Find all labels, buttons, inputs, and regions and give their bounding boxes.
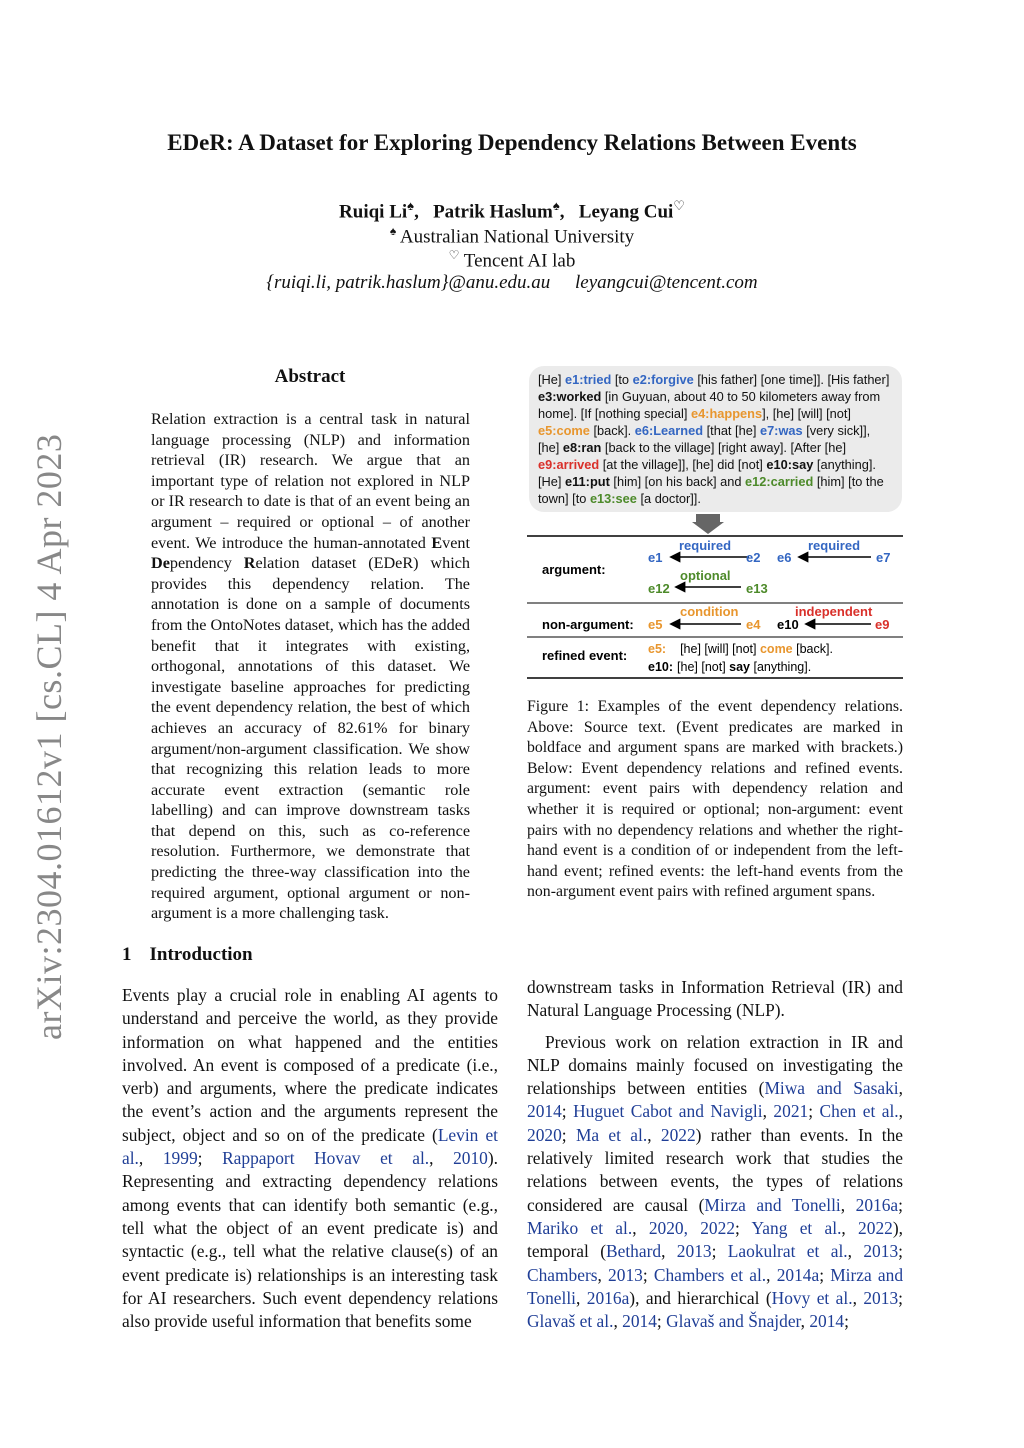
citation-link[interactable]: Glavaš et al. — [527, 1311, 614, 1332]
event-node: e6 — [777, 550, 792, 565]
abstract-body: Relation extraction is a central task in natural language processing (NLP) and information retrieval (IR) research. We argue that an important type of relation not explored in NLP or IR research to date is that of an event being an argument – required or optional – of another event. We introduce the human-annotated Event Dependency Relation dataset (EDeR) which provides this dependency relation. The annotation is done on a sample of documents from the OntoNotes dataset, which has the added benefit that it integrates with existing, orthogonal, annotations of this dataset. We investigate baseline approaches for predicting the event dependency relation, the best of which achieves an accuracy of 82.61% for binary argument/non-argument classification. We show that recognizing this relation leads to more accurate event extraction (semantic role labelling) and can improve downstream tasks that depend on this, such as co-reference resolution. Furthermore, we demonstrate that predicting the three-way classification into the required argument, optional argument or non-argument is a more challenging task. — [151, 410, 470, 923]
row-label: non-argument: — [542, 617, 634, 632]
bold-letter: De — [151, 554, 170, 573]
citation-link[interactable]: 2013 — [863, 1287, 899, 1308]
relation-type-label: condition — [680, 604, 739, 619]
citation-link[interactable]: Miwa and Sasaki — [764, 1078, 899, 1099]
figure-source-text: [He] e1:tried [to e2:forgive [his father] [one time]]. [His father] e3:worked [in Guyuan, about 40 to 50 kilometers away from home]. [If [nothing special] e4:happens], [he] [will] [not] e5:come [back]. e6:Learned [that [he] e7:was [very sick]], [he] e8:ran [back to the village] [right away]. [After [he] e9:arrived [at the village]], [he] did [not] e10:say [anything]. [He] e11:put [him] [on his back] and e12:carried [him] [to the town] [to e13:see [a doctor]]. — [529, 366, 902, 512]
citation-link[interactable]: 2020 — [527, 1124, 562, 1145]
event-node: e9 — [875, 617, 890, 632]
event-node: e1 — [648, 550, 663, 565]
section-title: Introduction — [149, 944, 253, 965]
section-heading — [122, 944, 253, 966]
event-node: e2 — [746, 550, 761, 565]
relation-type-label: optional — [680, 568, 731, 583]
relation-type-label: required — [808, 538, 861, 553]
author-mark: ♡ — [673, 198, 685, 213]
citation-link[interactable]: 2022 — [858, 1217, 893, 1238]
author-mark: ♠ — [552, 198, 560, 213]
citation-link[interactable]: 2013 — [863, 1241, 899, 1262]
refined-event: e10: [he] [not] say [anything]. — [648, 660, 812, 674]
email: leyangcui@tencent.com — [575, 272, 758, 293]
citation-link[interactable]: Mirza and Tonelli — [704, 1194, 841, 1215]
citation-link[interactable]: 2016a — [855, 1194, 899, 1215]
citation-link[interactable]: Levin et al. — [122, 1124, 498, 1169]
citation-link[interactable]: Chambers — [527, 1264, 598, 1285]
citation-link[interactable]: 2016a — [586, 1287, 630, 1308]
relation-type-label: required — [679, 538, 732, 553]
author-emails — [0, 272, 1024, 294]
citation-link[interactable]: 2021 — [773, 1101, 809, 1122]
intro-right-column: downstream tasks in Information Retrieval (IR) and Natural Language Processing (NLP). Previous work on relation extraction in IR and NLP domains mainly focused on investigating the relationships between entities (Miwa and Sasaki, 2014; Huguet Cabot and Navigli, 2021; Chen et al., 2020; Ma et al., 2022) rather than events. In the relatively limited research work that studies the relations between events, the types of relations considered are causal (Mirza and Tonelli, 2016a; Mariko et al., 2020, 2022; Yang et al., 2022), temporal (Bethard, 2013; Laokulrat et al., 2013; Chambers, 2013; Chambers et al., 2014a; Mirza and Tonelli, 2016a), and hierarchical (Hovy et al., 2013; Glavaš et al., 2014; Glavaš and Šnajder, 2014; — [527, 977, 904, 1332]
citation-link[interactable]: Glavaš and Šnajder — [666, 1311, 801, 1332]
author-name: Patrik Haslum — [433, 201, 553, 223]
citation-link[interactable]: Mariko et al. — [527, 1217, 633, 1238]
citation-link[interactable]: 2013 — [676, 1241, 712, 1262]
down-arrow-icon — [692, 514, 724, 534]
citation-link[interactable]: Laokulrat et al. — [727, 1241, 848, 1262]
intro-left-column: Events play a crucial role in enabling AI agents to understand and perceive the world, as they provide information on what happened and the entities involved. An event is composed of a predicate (i.e., verb) and arguments, where the predicate indicates the event’s action and the arguments represent the subject, object and so on of the predicate (Levin et al., 1999; Rappaport Hovav et al., 2010). Representing and extracting dependency relations among events that can identify both semantic (e.g., tell what the object of an event predicate is) and syntactic (e.g., tell what the relative clause(s) of an event predicate is) relationships is an interesting task for AI researchers. Such event dependency relations also provide useful information that benefits some — [122, 985, 498, 1332]
arxiv-identifier: arXiv:2304.01612v1 [cs.CL] 4 Apr 2023 — [29, 433, 69, 1040]
affiliation — [0, 248, 1024, 272]
section-number: 1 — [122, 944, 132, 965]
citation-link[interactable]: Chambers et al. — [653, 1264, 767, 1285]
author-name: Leyang Cui — [578, 201, 674, 223]
refined-event: e5: [he] [will] [not] come [back]. — [648, 642, 833, 656]
figure-relations — [527, 532, 903, 682]
event-node: e7 — [876, 550, 891, 565]
bold-letter: R — [243, 554, 256, 573]
event-node: e4 — [746, 617, 761, 632]
event-node: e12 — [648, 581, 670, 596]
citation-link[interactable]: 2014a — [776, 1264, 820, 1285]
citation-link[interactable]: Mirza and Tonelli — [527, 1264, 904, 1308]
figure-caption: Figure 1: Examples of the event dependency relations. Above: Source text. (Event predicates are marked in boldface and argument spans are marked with brackets.) Below: Event dependency relations and refined events. argument: event pairs with dependency relation and whether it is required or optional; non-argument: event pairs with no dependency relations and whether the right-hand event is a condition of or independent from the left-hand event; refined events: the left-hand events from the non-argument event pairs with refined argument spans. — [527, 698, 903, 901]
row-label: refined event: — [542, 648, 628, 663]
event-node: e5 — [648, 617, 663, 632]
affiliation-mark: ♠ — [389, 224, 397, 238]
affiliation-mark: ♡ — [448, 248, 460, 262]
citation-link[interactable]: 1999 — [162, 1148, 198, 1169]
citation-link[interactable]: 2010 — [453, 1148, 488, 1169]
citation-link[interactable]: 2013 — [608, 1264, 643, 1285]
citation-link[interactable]: Yang et al. — [751, 1217, 842, 1238]
citation-link[interactable]: Hovy et al. — [771, 1287, 853, 1308]
citation-link[interactable]: 2014 — [809, 1311, 845, 1332]
author-list: Ruiqi Li♠, Patrik Haslum♠, Leyang Cui♡ — [339, 198, 685, 223]
citation-link[interactable]: 2014 — [622, 1311, 657, 1332]
abstract-heading: Abstract — [274, 366, 346, 387]
citation-link[interactable]: 2020, 2022 — [648, 1217, 736, 1238]
bold-letter: E — [431, 533, 443, 552]
author-mark: ♠ — [407, 198, 415, 213]
affiliation-name: Australian National University — [399, 226, 635, 248]
citation-link[interactable]: 2022 — [660, 1124, 696, 1145]
citation-link[interactable]: Chen et al. — [819, 1101, 899, 1122]
event-node: e13 — [746, 581, 768, 596]
row-label: argument: — [542, 562, 606, 577]
citation-link[interactable]: Ma et al. — [575, 1124, 648, 1145]
event-node: e10 — [777, 617, 799, 632]
email: {ruiqi.li, patrik.haslum}@anu.edu.au — [266, 272, 551, 293]
affiliation — [0, 224, 1024, 248]
citation-link[interactable]: Bethard — [606, 1241, 662, 1262]
affiliation-name: Tencent AI lab — [463, 250, 576, 272]
paper-title: EDeR: A Dataset for Exploring Dependency Relations Between Events — [167, 130, 857, 155]
citation-link[interactable]: 2014 — [527, 1101, 562, 1122]
citation-link[interactable]: Huguet Cabot and Navigli — [573, 1101, 763, 1122]
relation-type-label: independent — [795, 604, 873, 619]
citation-link[interactable]: Rappaport Hovav et al. — [222, 1148, 430, 1169]
author-name: Ruiqi Li — [339, 201, 408, 223]
